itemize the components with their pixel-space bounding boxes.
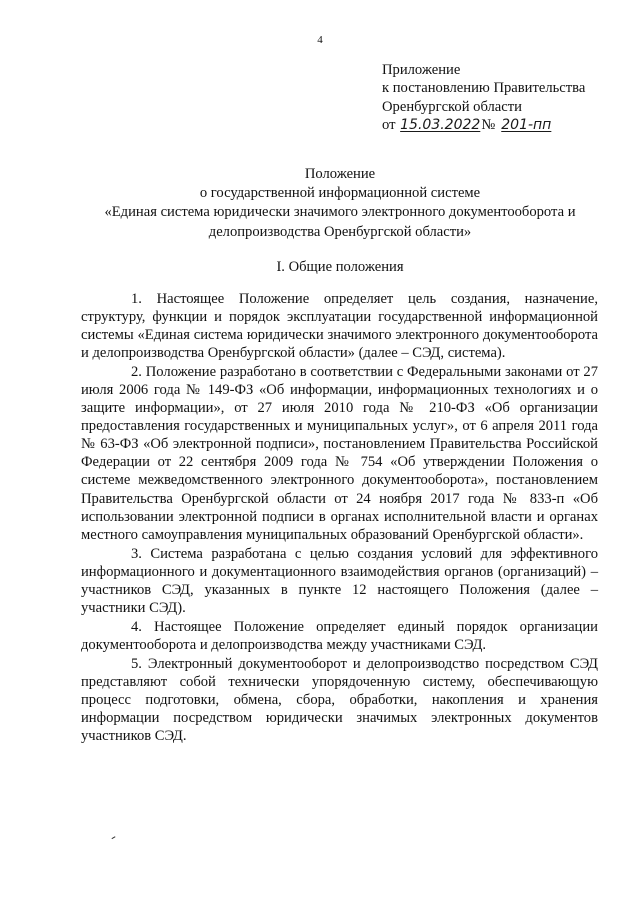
appendix-title: Приложение [382,62,461,78]
handwritten-date: 15.03.2022 [400,117,481,134]
title-line-3: «Единая система юридически значимого электронного документооборота и [104,204,576,221]
date-prefix: от [382,117,396,134]
number-sign: № [481,117,496,134]
document-title [60,165,620,242]
paragraph-5: 5. Электронный документооборот и делопроизводство посредством СЭД представляют собой технически упорядоченную систему, обеспечивающую процесс подготовки, обмена, сбора, обработки, накопления и хранения информации посредством юридически значимых электронных документов участников СЭД. [81,655,598,745]
appendix-region: Оренбургской области [382,98,522,115]
stray-pen-mark [112,836,117,841]
title-line-2: о государственной информационной системе [199,185,481,202]
page-number: 4 [317,34,323,46]
handwritten-number: 201-пп [501,117,552,134]
appendix-reference: к постановлению Правительства [382,80,586,97]
appendix-block [382,61,622,135]
document-body [81,290,598,746]
paragraph-1: 1. Настоящее Положение определяет цель создания, назначение, структуру, функции и порядок эксплуатации государственной информационной системы «Единая система юридически значимого электронного документооборота и делопроизводства Оренбургской области» (далее – СЭД, система). [81,291,598,362]
paragraph-4: 4. Настоящее Положение определяет единый порядок организации документооборота и делопроизводства между участниками СЭД. [81,618,598,653]
appendix-date-line [382,116,622,134]
paragraph-3: 3. Система разработана с целью создания условий для эффективного информационного и документационного взаимодействия органов (организаций) – участников СЭД, указанных в пункте 12 настоящего Положения (далее – участники СЭД). [81,545,598,616]
paragraph-2: 2. Положение разработано в соответствии с Федеральными законами от 27 июля 2006 года № 149-ФЗ «Об информации, информационных технологиях и о защите информации», от 27 июля 2010 года № 210-ФЗ «Об организации предоставления государственных и муниципальных услуг», от 6 апреля 2011 года № 63-ФЗ «Об электронной подписи», постановлением Правительства Российской Федерации от 22 сентября 2009 года № 754 «Об утверждении Положения о системе межведомственного электронного документооборота», постановлением Правительства Оренбургской области от 24 ноября 2017 года № 833-п «Об использовании электронной подписи в органах исполнительной власти и органах местного самоуправления муниципальных образований Оренбургской области». [81,364,598,543]
section-heading: I. Общие положения [276,259,404,275]
title-line-1: Положение [304,166,376,182]
title-line-4: делопроизводства Оренбургской области» [208,223,472,240]
